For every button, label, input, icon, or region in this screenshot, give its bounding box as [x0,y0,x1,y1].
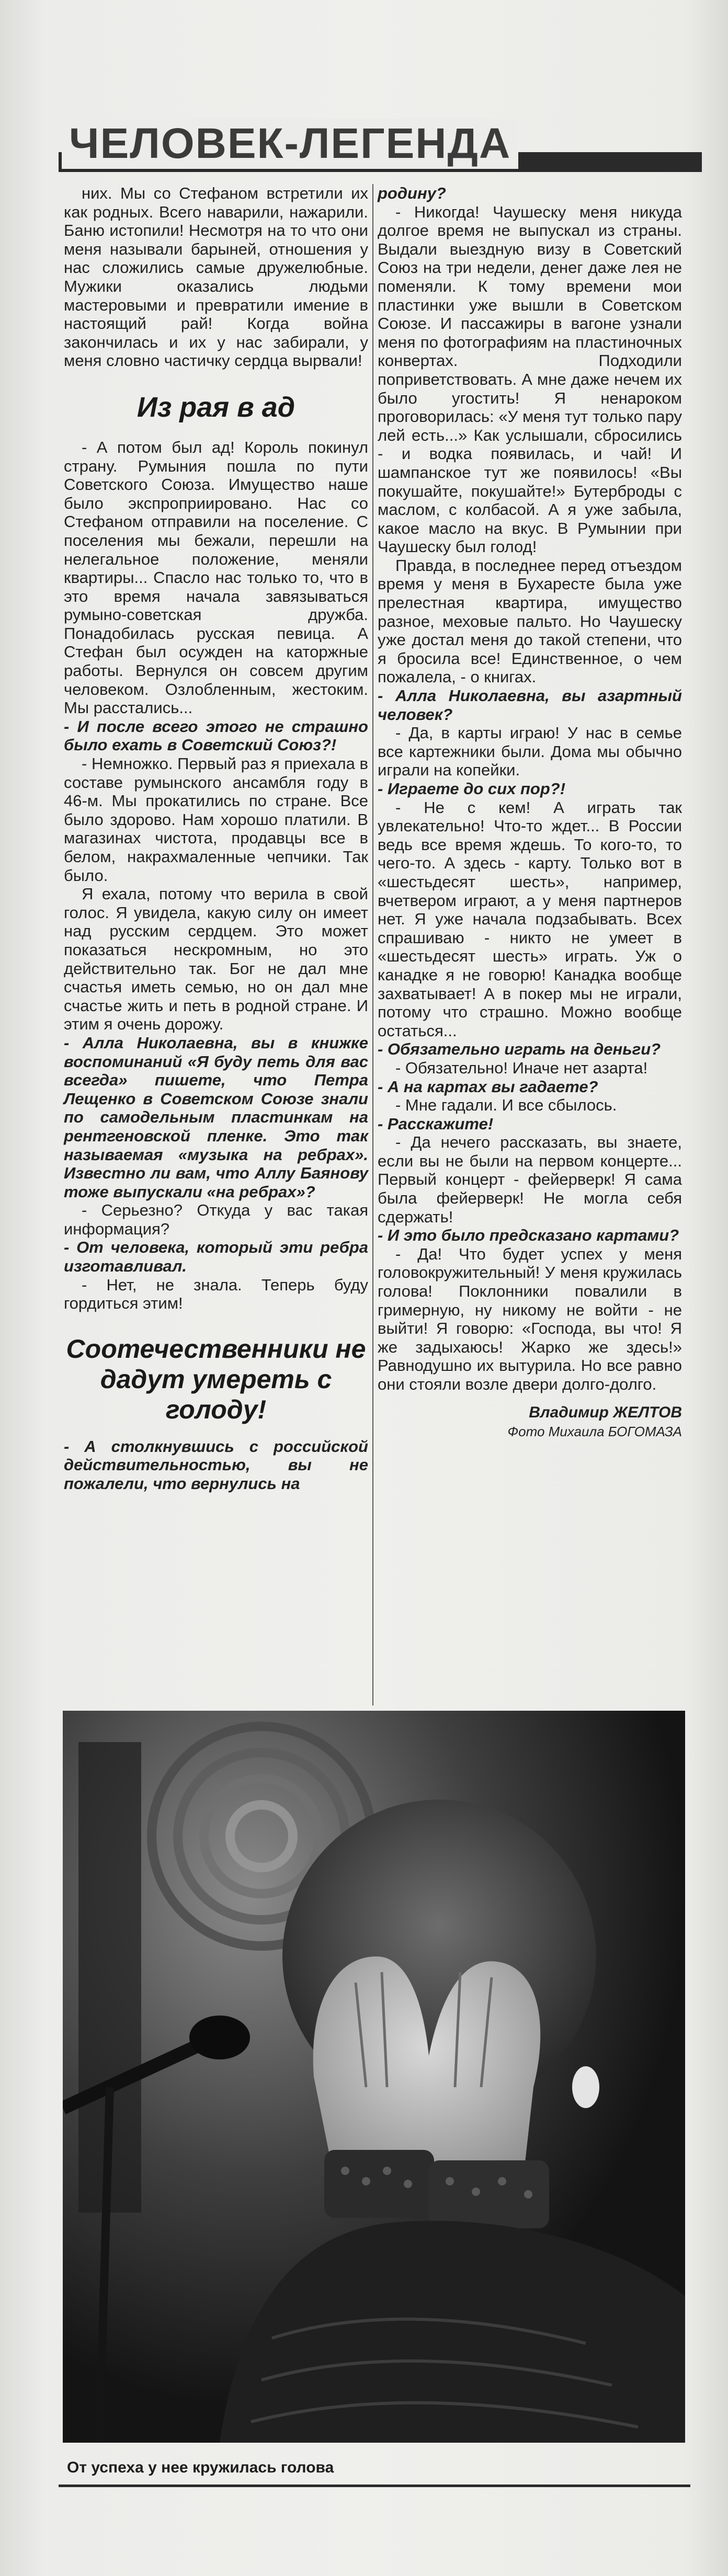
article-paragraph: - Обязательно! Иначе нет азарта! [395,1058,648,1077]
photo-credit: Фото Михаила БОГОМАЗА [507,1423,682,1439]
article-paragraph: Я ехала, потому что верила в свой голос. Я увидела, какую силу он имеет над русским сердцем. Это может показаться нескромным, но это действительно так. Бог не дал мне счастья иметь семью, но он дал мне счастье жить и петь в родной стране. И этим я очень дорожу. [64,885,368,1034]
article-paragraph: - Да! Что будет успех у меня головокружительный! У меня кружилась голова! Поклонники повалили в гримерную, ну никому не войти - не выйти! Я говорю: «Господа, вы что! Я же задыхаюсь! Жарко же здесь!» Равнодушно их вытурила. Но все равно они стояли возле двери долго-долго. [378,1244,682,1393]
article-paragraph: - Серьезно? Откуда у вас такая информация? [64,1201,368,1238]
article-column-left [64,184,368,1493]
interview-question: - От человека, который эти ребра изготавливал. [64,1238,368,1276]
interview-question: - И после всего этого не страшно было ехать в Советский Союз?! [64,717,368,754]
interview-question: - А столкнувшись с российской действительностью, вы не пожалели, что вернулись на [64,1437,368,1493]
photo-caption: От успеха у нее кружилась голова [67,2459,334,2476]
article-paragraph: - Да, в карты играю! У нас в семье все картежники были. Дома мы обычно играли на копейки. [378,724,682,780]
article-paragraph: - А потом был ад! Король покинул страну. Румыния пошла по пути Советского Союза. Имущество наше было экспроприировано. Нас со Стефаном отправили на поселение. С поселения мы бежали, перешли на нелегальное положение, меняли квартиры... Спасло нас только то, что в это время начала завязываться румыно-советская дружба. Понадобилась русская певица. А Стефан был осужден на каторжные работы. Вернулся он совсем другим человеком. Озлобленным, жестоким. Мы расстались... [64,438,368,717]
article-photo [63,1711,685,2443]
article-paragraph: - Нет, не знала. Теперь буду гордиться этим! [64,1275,368,1313]
interview-question: - И это было предсказано картами? [378,1226,679,1245]
article-paragraph: - Не с кем! А играть так увлекательно! Что-то ждет... В России ведь все время ждешь. То кого-то, то чего-то. А здесь - карту. Только вот в «шестьдесят шесть», например, вчетвером играют, а у меня партнеров нет. Я уже начала подзабывать. Всех спрашиваю - никто не умеет в «шестьдесят шесть» играть. Уж о канадке я не говорю! Канадка вообще захватывает! А в покер мы не играли, потому что страшно. Можно вообще остаться... [378,798,682,1040]
article-paragraph: них. Мы со Стефаном встретили их как родных. Всего наварили, нажарили. Баню истопили! Несмотря на то что они меня называли барыней, отношения у нас сложились самые дружелюбные. Мужики оказались людьми мастеровыми и превратили имение в настоящий рай! Когда война закончилась и их у нас забирали, у меня словно частичку сердца вырвали! [64,184,368,370]
interview-question: родину? [378,184,446,202]
interview-question: - А на картах вы гадаете? [378,1077,598,1096]
interview-question: - Играете до сих пор?! [378,780,566,798]
column-divider [372,184,373,1705]
interview-question: - Расскажите! [378,1114,494,1133]
interview-question: - Алла Николаевна, вы азартный человек? [378,686,682,724]
article-column-right [378,184,682,1440]
article-paragraph: Правда, в последнее перед отъездом время у меня в Бухаресте была уже прелестная квартира, имущество разное, меховые пальто. Но Чаушеску уже достал меня до такой степени, что я бросила все! Единственное, о чем пожалела, - о книгах. [378,556,682,686]
article-paragraph: - Никогда! Чаушеску меня никуда долгое время не выпускал из страны. Выдали выездную визу в Советский Союз на три недели, денег даже лея не поменяли. К тому времени мои пластинки уже вышли в Советском Союзе. И пассажиры в вагоне узнали меня по фотографиям на пластиночных конвертах. Подходили поприветствовать. А мне даже нечем их было угостить! Я ненароком проговорилась: «У меня тут только пару лей есть...» Как услышали, сбросились - и водка появилась, и чай! И шампанское тут же появилось! «Вы покушайте, покушайте!» Бутерброды с маслом, с колбасой. А я уже забыла, какое масло на вкус. В Румынии при Чаушеску был голод! [378,202,682,556]
rubric-title: ЧЕЛОВЕК-ЛЕГЕНДА [62,119,518,169]
article-paragraph: - Мне гадали. И все сбылось. [395,1096,617,1115]
author-byline: Владимир ЖЕЛТОВ [529,1403,682,1421]
article-paragraph: - Немножко. Первый раз я приехала в составе румынского ансамбля году в 46-м. Мы прокатились по стране. Все было здорово. Нам хорошо платили. В магазинах чистота, продавцы все в белом, накрахмаленные чепчики. Так было. [64,754,368,885]
interview-question: - Обязательно играть на деньги? [378,1040,661,1059]
photo-illustration [63,1711,685,2443]
section-subheading: Из рая в ад [136,391,295,423]
article-paragraph: - Да нечего рассказать, вы знаете, если вы не были на первом концерте... Первый концерт - фейерверк! Я сама была фейерверк! Не могла себя сдержать! [378,1133,682,1226]
interview-question: - Алла Николаевна, вы в книжке воспоминаний «Я буду петь для вас всегда» пишете, что Петра Лещенко в Советском Союзе знали по самодельным пластинкам на рентгеновской пленке. Это так называемая «музыка на ребрах». Известно ли вам, что Аллу Баянову тоже выпускали «на ребрах»? [64,1033,368,1201]
rubric-header [59,118,702,178]
section-subheading: Соотечественники не дадут умереть с голоду! [66,1334,366,1424]
bottom-rule [59,2485,690,2487]
